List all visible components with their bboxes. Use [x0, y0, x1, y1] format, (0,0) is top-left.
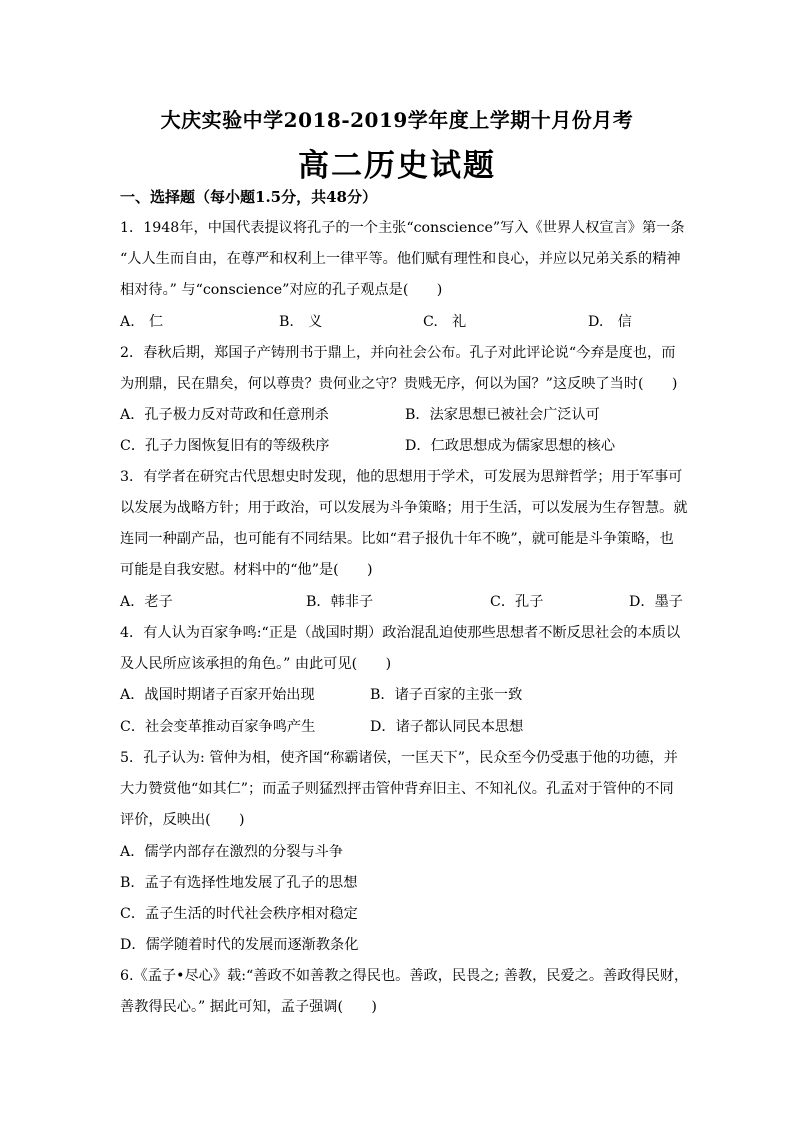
exam-title: 高二历史试题 — [298, 148, 496, 184]
q4-option-d: D．诸子都认同民本思想 — [370, 719, 524, 735]
q3-line-1: 3．有学者在研究古代思想史时发现，他的思想用于学术，可发展为思辩哲学；用于军事可 — [120, 469, 683, 485]
q2-option-b: B．法家思想已被社会广泛认可 — [405, 407, 600, 423]
q4-line-2: 及人民所应该承担的角色。” 由此可见( ) — [120, 656, 392, 672]
q1-line-1: 1．1948年，中国代表提议将孔子的一个主张“conscience”写入《世界人权宣言》第一条 — [120, 220, 685, 236]
q1-line-3: 相对待。” 与“conscience”对应的孔子观点是( ) — [120, 282, 443, 298]
q5-option-a: A．儒学内部存在激烈的分裂与斗争 — [120, 844, 344, 860]
q5-option-d: D．儒学随着时代的发展而逐渐教条化 — [120, 937, 359, 953]
q2-option-d: D．仁政思想成为儒家思想的核心 — [405, 438, 616, 454]
q5-option-b: B．孟子有选择性地发展了孔子的思想 — [120, 875, 358, 891]
q3-line-2: 以发展为战略方针；用于政治，可以发展为斗争策略；用于生活，可以发展为生存智慧。就 — [120, 500, 688, 516]
q5-line-1: 5．孔子认为: 管仲为相，使齐国“称霸诸侯，一匡天下”，民众至今仍受惠于他的功德，并 — [120, 750, 678, 766]
q3-option-b: B．韩非子 — [306, 594, 374, 610]
q3-option-c: C．孔子 — [490, 594, 544, 610]
school-title: 大庆实验中学2018-2019学年度上学期十月份月考 — [160, 108, 634, 132]
q4-option-b: B．诸子百家的主张一致 — [370, 687, 523, 703]
q3-line-3: 连同一种副产品，也可能有不同结果。比如“君子报仇十年不晚”，就可能是斗争策略，也 — [120, 531, 674, 547]
q1-option-a: A. 仁 — [120, 314, 164, 330]
q1-line-2: “人人生而自由，在尊严和权利上一律平等。他们赋有理性和良心，并应以兄弟关系的精神 — [120, 251, 681, 267]
q2-line-2: 为刑鼎，民在鼎矣，何以尊贵？贵何业之守？贵贱无序，何以为国？”这反映了当时( ) — [120, 376, 678, 392]
q1-option-b: B. 义 — [279, 314, 323, 330]
q3-line-4: 可能是自我安慰。材料中的“他”是( ) — [120, 562, 373, 578]
section-heading: 一、选择题（每小题1.5分，共48分） — [120, 188, 377, 206]
q6-line-1: 6.《孟子•尽心》载:“善政不如善教之得民也。善政，民畏之; 善教，民爱之。善政得民财， — [120, 968, 689, 984]
q1-option-d: D. 信 — [588, 314, 632, 330]
q4-option-c: C．社会变革推动百家争鸣产生 — [120, 719, 316, 735]
q4-line-1: 4．有人认为百家争鸣:“正是（战国时期）政治混乱迫使那些思想者不断反思社会的本质以 — [120, 625, 681, 641]
q5-line-2: 大力赞赏他“如其仁”；而孟子则猛烈抨击管仲背弃旧主、不知礼仪。孔孟对于管仲的不同 — [120, 781, 674, 797]
q2-option-c: C．孔子力图恢复旧有的等级秩序 — [120, 438, 330, 454]
q6-line-2: 善教得民心。” 据此可知，孟子强调( ) — [120, 999, 377, 1015]
q5-option-c: C．孟子生活的时代社会秩序相对稳定 — [120, 906, 358, 922]
q4-option-a: A．战国时期诸子百家开始出现 — [120, 687, 315, 703]
q2-line-1: 2．春秋后期，郑国子产铸刑书于鼎上，并向社会公布。孔子对此评论说“今弃是度也，而 — [120, 345, 676, 361]
q3-option-d: D．墨子 — [629, 594, 683, 610]
q1-option-c: C. 礼 — [423, 314, 467, 330]
q2-option-a: A．孔子极力反对苛政和任意刑杀 — [120, 407, 329, 423]
q3-option-a: A．老子 — [120, 594, 173, 610]
q5-line-3: 评价，反映出( ) — [120, 812, 245, 828]
